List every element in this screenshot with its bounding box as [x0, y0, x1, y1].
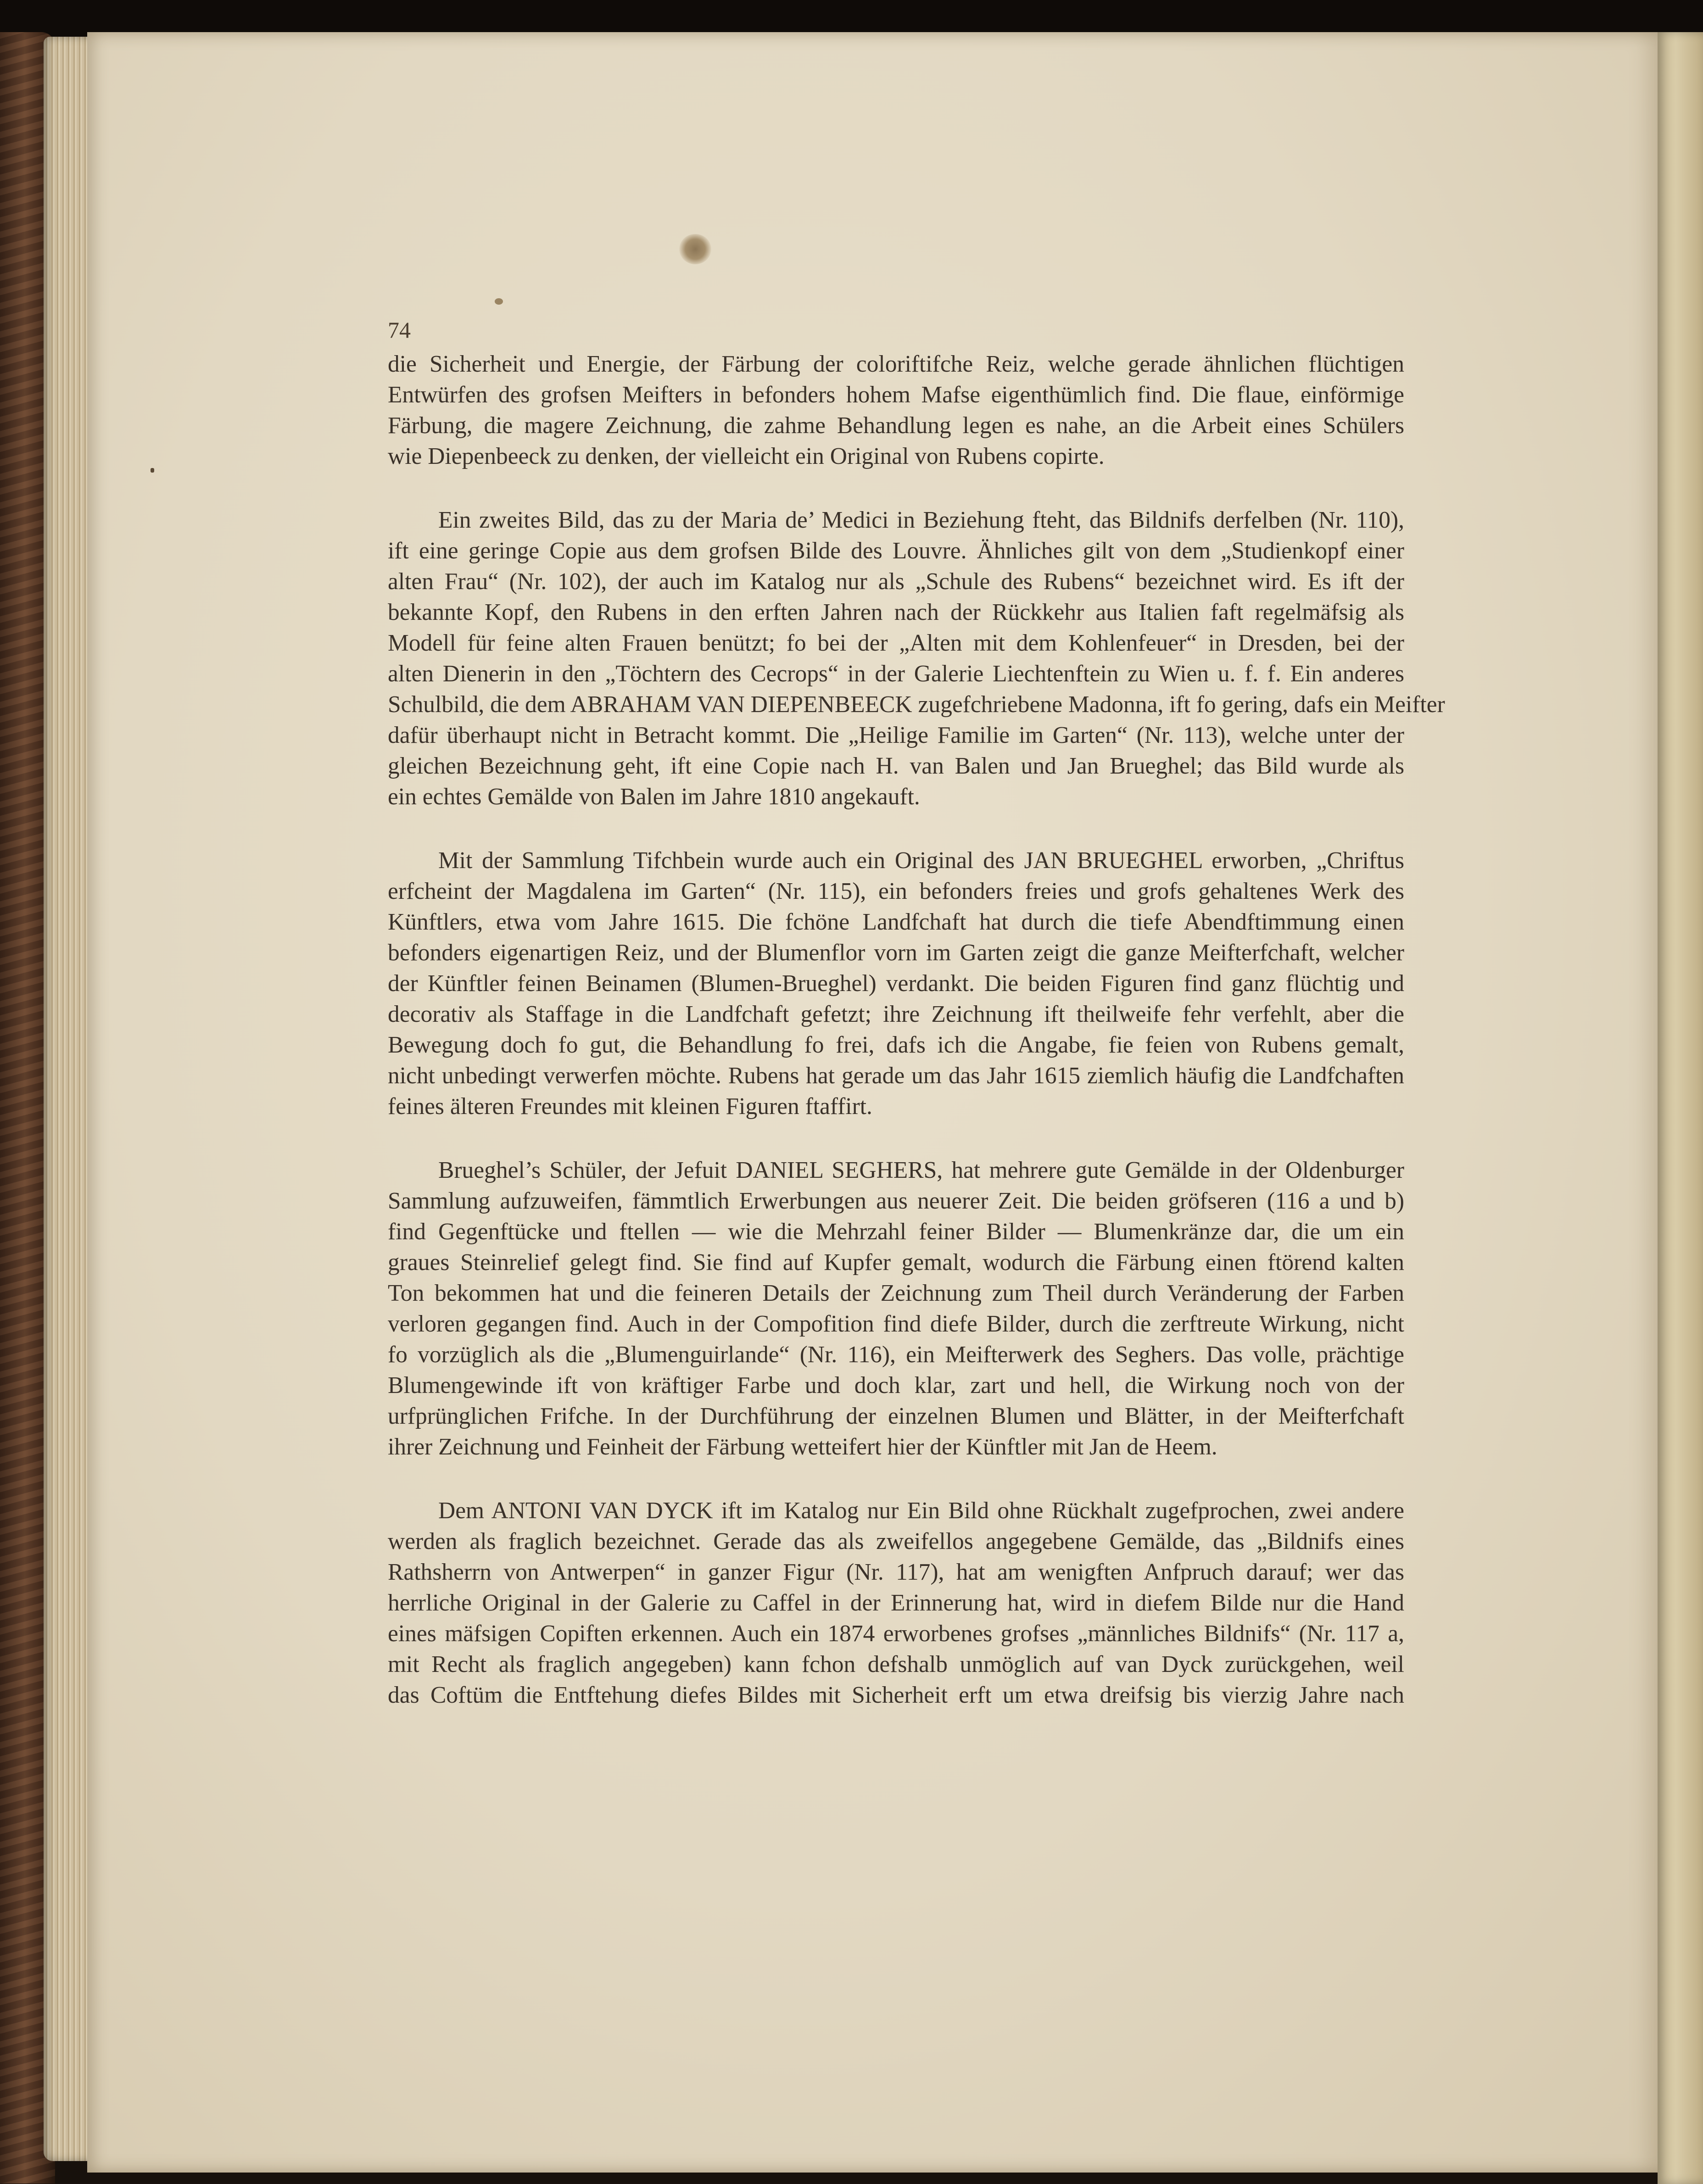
paragraph — [388, 505, 1445, 812]
paragraph — [388, 845, 1404, 1122]
paper-stain — [679, 234, 711, 264]
text-line: wie Diepenbeeck zu denken, der vielleicht ein Original von Rubens copirte. — [388, 443, 1105, 469]
text-line: verloren gegangen find. Auch in der Compofition find diefe Bilder, durch die zerftreute Wirkung, nicht — [388, 1311, 1404, 1337]
text-line: Blumengewinde ift von kräftiger Farbe und doch klar, zart und hell, die Wirkung noch von der — [388, 1372, 1404, 1398]
paper-speck — [495, 298, 503, 305]
text-line: Schulbild, die dem ABRAHAM VAN DIEPENBEECK zugefchriebene Madonna, ift fo gering, dafs ein Meifter — [388, 691, 1445, 718]
text-line: gleichen Bezeichnung geht, ift eine Copie nach H. van Balen und Jan Brueghel; das Bild wurde als — [388, 753, 1404, 779]
text-line: urfprünglichen Frifche. In der Durchführung der einzelnen Blumen und Blätter, in der Meifterfchaft — [388, 1403, 1404, 1429]
text-line: ihrer Zeichnung und Feinheit der Färbung wetteifert hier der Künftler mit Jan de Heem. — [388, 1434, 1217, 1460]
text-line: herrliche Original in der Galerie zu Caffel in der Erinnerung hat, wird in diefem Bilde nur die Hand — [388, 1590, 1404, 1616]
text-line: graues Steinrelief gelegt find. Sie find auf Kupfer gemalt, wodurch die Färbung einen ftörend kalten — [388, 1249, 1404, 1276]
text-line: find Gegenftücke und ftellen — wie die Mehrzahl feiner Bilder — Blumenkränze dar, die um ein — [388, 1219, 1404, 1245]
text-line: das Coftüm die Entftehung diefes Bildes mit Sicherheit erft um etwa dreifsig bis vierzig Jahre nach — [388, 1682, 1404, 1708]
page-number: 74 — [388, 317, 411, 343]
text-line: eines mäfsigen Copiften erkennen. Auch ein 1874 erworbenes grofses „männliches Bildnifs“ (Nr. 117 a, — [388, 1621, 1404, 1647]
text-line: feines älteren Freundes mit kleinen Figuren ftaffirt. — [388, 1093, 872, 1120]
text-line: mit Recht als fraglich angegeben) kann fchon defshalb unmöglich auf van Dyck zurückgehen, weil — [388, 1651, 1404, 1677]
text-line: Modell für feine alten Frauen benützt; fo bei der „Alten mit dem Kohlenfeuer“ in Dresden, bei der — [388, 630, 1404, 656]
paragraph — [388, 1495, 1404, 1710]
margin-mark — [151, 468, 154, 473]
text-line: erfcheint der Magdalena im Garten“ (Nr. 115), ein befonders freies und grofs gehaltenes Werk des — [388, 878, 1404, 904]
text-line: decorativ als Staffage in die Landfchaft gefetzt; ihre Zeichnung ift theilweife fehr verfehlt, aber die — [388, 1001, 1404, 1027]
text-line: Brueghel’s Schüler, der Jefuit DANIEL SEGHERS, hat mehrere gute Gemälde in der Oldenburger — [438, 1157, 1404, 1183]
text-line: Ton bekommen hat und die feineren Details der Zeichnung zum Theil durch Veränderung der Farben — [388, 1280, 1404, 1306]
text-line: Färbung, die magere Zeichnung, die zahme Behandlung legen es nahe, an die Arbeit eines Schülers — [388, 412, 1404, 439]
paragraph — [388, 349, 1404, 472]
text-line: nicht unbedingt verwerfen möchte. Rubens hat gerade um das Jahr 1615 ziemlich häufig die Landfchaften — [388, 1063, 1404, 1089]
paragraph — [388, 1155, 1404, 1462]
text-line: ein echtes Gemälde von Balen im Jahre 1810 angekauft. — [388, 784, 920, 810]
text-line: werden als fraglich bezeichnet. Gerade das als zweifellos angegebene Gemälde, das „Bildnifs eines — [388, 1528, 1404, 1554]
text-line: fo vorzüglich als die „Blumenguirlande“ (Nr. 116), ein Meifterwerk des Seghers. Das volle, prächtige — [388, 1342, 1404, 1368]
text-line: befonders eigenartigen Reiz, und der Blumenflor vorn im Garten zeigt die ganze Meifterfchaft, welcher — [388, 940, 1404, 966]
text-line: ift eine geringe Copie aus dem grofsen Bilde des Louvre. Ähnliches gilt von dem „Studienkopf einer — [388, 538, 1404, 564]
text-line: Sammlung aufzuweifen, fämmtlich Erwerbungen aus neuerer Zeit. Die beiden gröfseren (116 a und b) — [388, 1188, 1404, 1214]
text-line: Ein zweites Bild, das zu der Maria de’ Medici in Beziehung fteht, das Bildnifs derfelben (Nr. 110), — [438, 507, 1404, 533]
text-line: alten Dienerin in den „Töchtern des Cecrops“ in der Galerie Liechtenftein zu Wien u. f. f. Ein anderes — [388, 661, 1404, 687]
text-line: die Sicherheit und Energie, der Färbung der coloriftifche Reiz, welche gerade ähnlichen flüchtigen — [388, 351, 1404, 377]
text-line: Entwürfen des grofsen Meifters in befonders hohem Mafse eigenthümlich find. Die flaue, einförmige — [388, 382, 1404, 408]
text-line: Dem ANTONI VAN DYCK ift im Katalog nur Ein Bild ohne Rückhalt zugefprochen, zwei andere — [438, 1498, 1404, 1524]
text-line: dafür überhaupt nicht in Betracht kommt. Die „Heilige Familie im Garten“ (Nr. 113), welche unter der — [388, 722, 1404, 748]
text-line: der Künftler feinen Beinamen (Blumen-Brueghel) verdankt. Die beiden Figuren find ganz flüchtig und — [388, 970, 1404, 997]
text-line: Rathsherrn von Antwerpen“ in ganzer Figur (Nr. 117), hat am wenigften Anfpruch darauf; wer das — [388, 1559, 1404, 1585]
right-page-edge — [1658, 32, 1703, 2184]
text-line: Bewegung doch fo gut, die Behandlung fo frei, dafs ich die Angabe, fie feien von Rubens gemalt, — [388, 1032, 1404, 1058]
text-line: bekannte Kopf, den Rubens in den erften Jahren nach der Rückkehr aus Italien faft regelmäfsig als — [388, 599, 1404, 625]
text-line: alten Frau“ (Nr. 102), der auch im Katalog nur als „Schule des Rubens“ bezeichnet wird. Es ift der — [388, 568, 1404, 595]
text-line: Künftlers, etwa vom Jahre 1615. Die fchöne Landfchaft hat durch die tiefe Abendftimmung einen — [388, 909, 1404, 935]
text-line: Mit der Sammlung Tifchbein wurde auch ein Original des JAN BRUEGHEL erworben, „Chriftus — [438, 847, 1404, 874]
body-text — [388, 349, 1445, 1710]
